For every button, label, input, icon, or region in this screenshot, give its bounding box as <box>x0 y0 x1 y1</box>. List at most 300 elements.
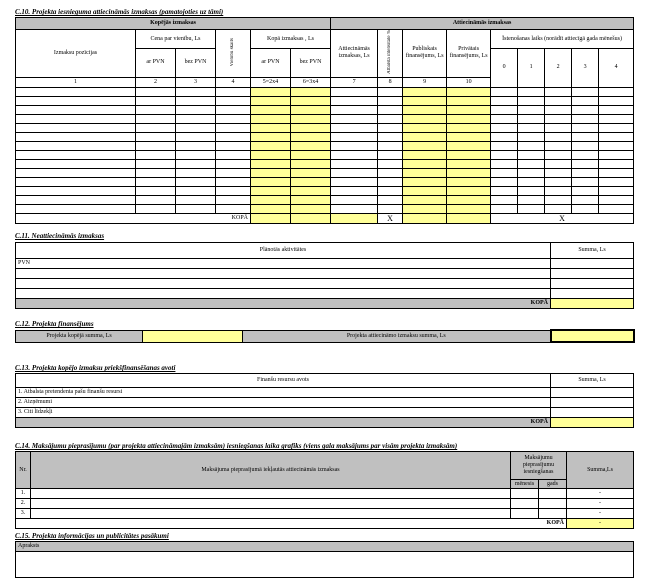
c10-data-cell[interactable] <box>378 141 403 150</box>
c10-data-cell[interactable] <box>136 141 176 150</box>
c14-col-month: mēnesis <box>511 480 539 489</box>
c10-data-cell[interactable] <box>251 159 291 168</box>
c10-data-cell[interactable] <box>572 105 599 114</box>
c10-data-cell[interactable] <box>572 168 599 177</box>
c10-col-total-without-vat: bez PVN <box>291 49 331 78</box>
c10-data-cell[interactable] <box>331 105 378 114</box>
c12-total-sum-value[interactable] <box>143 330 243 342</box>
c10-data-cell[interactable] <box>447 132 491 141</box>
c10-data-cell[interactable] <box>545 195 572 204</box>
c10-data-cell[interactable] <box>491 177 518 186</box>
c10-data-cell[interactable] <box>572 177 599 186</box>
c10-data-cell[interactable] <box>518 204 545 213</box>
c10-num-9: 9 <box>403 77 447 87</box>
c10-total-cell[interactable] <box>331 213 378 223</box>
c10-data-cell[interactable] <box>378 186 403 195</box>
c14-row-year[interactable] <box>539 509 567 519</box>
c10-data-cell[interactable] <box>403 105 447 114</box>
c10-data-cell[interactable] <box>599 168 634 177</box>
c15-description-field[interactable] <box>16 552 634 578</box>
c10-data-cell[interactable] <box>291 96 331 105</box>
c10-data-cell[interactable] <box>378 96 403 105</box>
c13-row-sum[interactable] <box>551 408 634 418</box>
c10-data-cell[interactable] <box>403 96 447 105</box>
c10-data-cell[interactable] <box>251 123 291 132</box>
c10-data-cell[interactable] <box>403 150 447 159</box>
c10-data-cell[interactable] <box>447 96 491 105</box>
c10-data-cell[interactable] <box>545 132 572 141</box>
c10-data-cell[interactable] <box>518 87 545 96</box>
c10-data-cell[interactable] <box>176 177 216 186</box>
c10-data-cell[interactable] <box>16 141 136 150</box>
c10-data-cell[interactable] <box>447 105 491 114</box>
c10-data-cell[interactable] <box>216 186 251 195</box>
c10-data-cell[interactable] <box>136 105 176 114</box>
c14-row-month[interactable] <box>511 489 539 499</box>
c10-data-cell[interactable] <box>518 195 545 204</box>
c10-data-cell[interactable] <box>16 168 136 177</box>
c10-data-cell[interactable] <box>378 87 403 96</box>
c10-data-cell[interactable] <box>545 141 572 150</box>
c11-row-sum[interactable] <box>551 269 634 279</box>
c13-row-sum[interactable] <box>551 388 634 398</box>
c10-data-cell[interactable] <box>251 114 291 123</box>
c10-data-cell[interactable] <box>545 87 572 96</box>
c10-data-cell[interactable] <box>599 96 634 105</box>
c10-data-cell[interactable] <box>291 168 331 177</box>
c10-data-cell[interactable] <box>176 96 216 105</box>
c10-num-8: 8 <box>378 77 403 87</box>
c10-data-cell[interactable] <box>251 186 291 195</box>
c11-row-sum[interactable] <box>551 259 634 269</box>
c10-col-total-with-vat: ar PVN <box>251 49 291 78</box>
c10-col-public: Publiskais finansējums, Ls <box>403 30 447 78</box>
c14-row-year[interactable] <box>539 489 567 499</box>
c12-title: C.12. Projekta finansējums <box>15 320 94 328</box>
c10-data-cell[interactable] <box>572 150 599 159</box>
c10-data-cell[interactable] <box>216 114 251 123</box>
c11-row-activity[interactable]: PVN <box>16 259 551 269</box>
c10-data-cell[interactable] <box>518 96 545 105</box>
c10-data-cell[interactable] <box>251 105 291 114</box>
c10-data-cell[interactable] <box>599 204 634 213</box>
c10-col-without-vat: bez PVN <box>176 49 216 78</box>
c14-row-month[interactable] <box>511 499 539 509</box>
c10-data-cell[interactable] <box>291 132 331 141</box>
c10-data-cell[interactable] <box>545 204 572 213</box>
c10-title: C.10. Projekta iesnieguma attiecināmās izmaksas (pamatojoties uz tāmi) <box>15 8 224 16</box>
c10-data-cell[interactable] <box>599 141 634 150</box>
c10-data-cell[interactable] <box>599 150 634 159</box>
c14-row-nr: 1. <box>16 489 31 499</box>
c14-row-sum[interactable]: - <box>567 499 634 509</box>
c11-col-activity: Plānotās aktivitātes <box>16 243 551 259</box>
c10-data-cell[interactable] <box>518 141 545 150</box>
c10-data-cell[interactable] <box>251 150 291 159</box>
c10-data-cell[interactable] <box>176 195 216 204</box>
c12-eligible-sum-value[interactable] <box>551 330 634 342</box>
c10-data-cell[interactable] <box>545 177 572 186</box>
c10-data-cell[interactable] <box>518 105 545 114</box>
c10-data-cell[interactable] <box>518 150 545 159</box>
c10-data-cell[interactable] <box>378 123 403 132</box>
c14-col-nr: Nr. <box>16 452 31 489</box>
c15-description-label: Apraksts <box>16 542 634 552</box>
c10-data-cell[interactable] <box>378 177 403 186</box>
c10-data-cell[interactable] <box>599 123 634 132</box>
c12-total-sum-label: Projekta kopējā summa, Ls <box>16 330 143 342</box>
c10-num-10: 10 <box>447 77 491 87</box>
c10-period-3: 3 <box>572 49 599 88</box>
c13-title: C.13. Projekta kopējo izmaksu priekšfinansēšanas avoti <box>15 364 176 372</box>
c10-data-cell[interactable] <box>291 105 331 114</box>
c11-total-label: KOPĀ <box>16 299 551 309</box>
c10-x-mark: X <box>378 213 403 223</box>
c10-data-cell[interactable] <box>447 141 491 150</box>
c10-data-cell[interactable] <box>291 87 331 96</box>
c10-data-cell[interactable] <box>331 177 378 186</box>
c10-data-cell[interactable] <box>251 141 291 150</box>
c10-data-cell[interactable] <box>136 114 176 123</box>
c10-data-cell[interactable] <box>599 114 634 123</box>
c10-data-cell[interactable] <box>251 204 291 213</box>
c10-data-cell[interactable] <box>572 186 599 195</box>
c10-data-cell[interactable] <box>403 168 447 177</box>
c10-data-cell[interactable] <box>251 87 291 96</box>
c10-data-cell[interactable] <box>16 114 136 123</box>
c10-data-cell[interactable] <box>491 159 518 168</box>
c10-data-cell[interactable] <box>518 159 545 168</box>
c10-data-cell[interactable] <box>491 195 518 204</box>
c10-data-cell[interactable] <box>216 150 251 159</box>
c10-data-cell[interactable] <box>378 132 403 141</box>
c11-row-sum[interactable] <box>551 289 634 299</box>
c10-data-cell[interactable] <box>176 168 216 177</box>
c10-data-cell[interactable] <box>447 123 491 132</box>
c10-data-cell[interactable] <box>136 123 176 132</box>
c10-data-cell[interactable] <box>572 204 599 213</box>
c10-data-cell[interactable] <box>545 123 572 132</box>
c14-row-sum[interactable]: - <box>567 509 634 519</box>
c13-table <box>15 373 634 428</box>
c14-row-costs[interactable] <box>31 509 511 519</box>
c10-group-eligible: Attiecināmās izmaksas <box>331 18 634 30</box>
c10-data-cell[interactable] <box>136 177 176 186</box>
c10-num-5: 5=2x4 <box>251 77 291 87</box>
c15-table <box>15 541 634 578</box>
c10-data-cell[interactable] <box>403 177 447 186</box>
c10-period-0: 0 <box>491 49 518 88</box>
c11-total-sum[interactable] <box>551 299 634 309</box>
c10-data-cell[interactable] <box>545 114 572 123</box>
c10-data-cell[interactable] <box>16 132 136 141</box>
c10-data-cell[interactable] <box>403 141 447 150</box>
c13-total-sum[interactable] <box>551 418 634 428</box>
c10-data-cell[interactable] <box>331 114 378 123</box>
c10-data-cell[interactable] <box>216 141 251 150</box>
c10-data-cell[interactable] <box>545 96 572 105</box>
c11-row-activity[interactable] <box>16 279 551 289</box>
c10-data-cell[interactable] <box>572 132 599 141</box>
c10-data-cell[interactable] <box>291 204 331 213</box>
c10-data-cell[interactable] <box>447 159 491 168</box>
c10-data-cell[interactable] <box>572 123 599 132</box>
c10-data-cell[interactable] <box>545 186 572 195</box>
c10-data-cell[interactable] <box>251 195 291 204</box>
c10-data-cell[interactable] <box>545 159 572 168</box>
c10-data-cell[interactable] <box>291 141 331 150</box>
c10-col-aid-intensity: Atbalsta intensitāte % <box>387 30 393 74</box>
c10-data-cell[interactable] <box>251 168 291 177</box>
c11-row-activity[interactable] <box>16 269 551 279</box>
c10-data-cell[interactable] <box>599 87 634 96</box>
c10-data-cell[interactable] <box>572 159 599 168</box>
c10-data-cell[interactable] <box>251 177 291 186</box>
c10-data-cell[interactable] <box>331 132 378 141</box>
c10-data-cell[interactable] <box>572 96 599 105</box>
c10-table <box>15 17 634 224</box>
c10-data-cell[interactable] <box>331 96 378 105</box>
c10-data-cell[interactable] <box>136 159 176 168</box>
c13-col-sum: Summa, Ls <box>551 374 634 388</box>
c10-data-cell[interactable] <box>491 150 518 159</box>
c10-data-cell[interactable] <box>16 177 136 186</box>
c11-table <box>15 242 634 309</box>
c10-data-cell[interactable] <box>136 132 176 141</box>
c10-data-cell[interactable] <box>291 186 331 195</box>
c10-data-cell[interactable] <box>491 186 518 195</box>
c10-data-cell[interactable] <box>378 204 403 213</box>
c10-data-cell[interactable] <box>176 204 216 213</box>
c10-data-cell[interactable] <box>403 195 447 204</box>
c10-data-cell[interactable] <box>331 168 378 177</box>
c10-data-cell[interactable] <box>447 114 491 123</box>
c10-data-cell[interactable] <box>251 96 291 105</box>
c10-data-cell[interactable] <box>545 105 572 114</box>
c10-data-cell[interactable] <box>216 195 251 204</box>
c10-data-cell[interactable] <box>518 114 545 123</box>
c10-data-cell[interactable] <box>216 204 251 213</box>
c10-data-cell[interactable] <box>176 141 216 150</box>
c10-col-units: Vienību skaits <box>230 37 235 67</box>
c14-col-sum: Summa,Ls <box>567 452 634 489</box>
c14-row-costs[interactable] <box>31 499 511 509</box>
c10-data-cell[interactable] <box>136 204 176 213</box>
c10-data-cell[interactable] <box>599 159 634 168</box>
c10-data-cell[interactable] <box>491 123 518 132</box>
c10-data-cell[interactable] <box>136 195 176 204</box>
c10-data-cell[interactable] <box>378 105 403 114</box>
c10-data-cell[interactable] <box>16 186 136 195</box>
c10-data-cell[interactable] <box>447 177 491 186</box>
c10-data-cell[interactable] <box>216 87 251 96</box>
c14-row-costs[interactable] <box>31 489 511 499</box>
c10-data-cell[interactable] <box>176 186 216 195</box>
c10-total-cell[interactable] <box>447 213 491 223</box>
c10-data-cell[interactable] <box>176 87 216 96</box>
c15-title: C.15. Projekta informācijas un publicitātes pasākumi <box>15 532 169 540</box>
c10-data-cell[interactable] <box>447 87 491 96</box>
c14-row-nr: 2. <box>16 499 31 509</box>
c10-data-cell[interactable] <box>518 168 545 177</box>
c10-group-total: Kopējās izmaksas <box>16 18 331 30</box>
c10-data-cell[interactable] <box>216 168 251 177</box>
c10-num-4: 4 <box>216 77 251 87</box>
c10-data-cell[interactable] <box>216 123 251 132</box>
c10-data-cell[interactable] <box>16 87 136 96</box>
c10-data-cell[interactable] <box>518 132 545 141</box>
c10-col-period: Īstenošanas laiks (norādīt attiecīgā gada mēnešus) <box>491 30 634 49</box>
c10-data-cell[interactable] <box>491 141 518 150</box>
c10-data-cell[interactable] <box>291 150 331 159</box>
c10-data-cell[interactable] <box>403 132 447 141</box>
c10-data-cell[interactable] <box>291 177 331 186</box>
c10-x-mark-period: X <box>491 213 634 223</box>
c10-data-cell[interactable] <box>331 141 378 150</box>
c10-col-with-vat: ar PVN <box>136 49 176 78</box>
c10-data-cell[interactable] <box>378 195 403 204</box>
c10-data-cell[interactable] <box>599 132 634 141</box>
c10-period-2: 2 <box>545 49 572 88</box>
c10-num-3: 3 <box>176 77 216 87</box>
c12-table <box>15 329 635 343</box>
c10-data-cell[interactable] <box>291 114 331 123</box>
c10-data-cell[interactable] <box>16 159 136 168</box>
c10-data-cell[interactable] <box>216 132 251 141</box>
c14-title: C.14. Maksājumu pieprasījumu (par projekta attiecināmajām izmaksām) iesniegšanas laika grafiks (viens gala maksājums par visām projekta izmaksām) <box>15 442 458 450</box>
c14-row-year[interactable] <box>539 499 567 509</box>
c10-total-cell[interactable] <box>291 213 331 223</box>
c10-total-cell[interactable] <box>403 213 447 223</box>
c10-data-cell[interactable] <box>491 204 518 213</box>
c10-data-cell[interactable] <box>16 150 136 159</box>
c10-data-cell[interactable] <box>331 186 378 195</box>
c10-data-cell[interactable] <box>331 159 378 168</box>
c10-data-cell[interactable] <box>447 168 491 177</box>
c10-data-cell[interactable] <box>176 105 216 114</box>
c10-col-eligible-cost: Attiecināmās izmaksas, Ls <box>331 30 378 78</box>
c10-col-private: Privātais finansējums, Ls <box>447 30 491 78</box>
c10-data-cell[interactable] <box>447 204 491 213</box>
c10-data-cell[interactable] <box>599 195 634 204</box>
c11-col-sum: Summa, Ls <box>551 243 634 259</box>
c10-data-cell[interactable] <box>136 168 176 177</box>
c10-data-cell[interactable] <box>16 195 136 204</box>
c10-data-cell[interactable] <box>176 150 216 159</box>
c10-col-unit-price: Cena par vienību, Ls <box>136 30 216 49</box>
c10-data-cell[interactable] <box>216 96 251 105</box>
c10-data-cell[interactable] <box>518 177 545 186</box>
c13-row-source: 3. Citi līdzekļi <box>16 408 551 418</box>
c10-data-cell[interactable] <box>176 114 216 123</box>
c10-data-cell[interactable] <box>491 96 518 105</box>
c10-data-cell[interactable] <box>378 114 403 123</box>
c10-data-cell[interactable] <box>136 186 176 195</box>
c10-data-cell[interactable] <box>572 195 599 204</box>
c10-data-cell[interactable] <box>378 168 403 177</box>
c10-data-cell[interactable] <box>572 114 599 123</box>
c13-total-label: KOPĀ <box>16 418 551 428</box>
c10-data-cell[interactable] <box>545 150 572 159</box>
c11-title: C.11. Neattiecināmās izmaksas <box>15 232 105 240</box>
c10-data-cell[interactable] <box>572 141 599 150</box>
c10-data-cell[interactable] <box>491 132 518 141</box>
c10-data-cell[interactable] <box>136 96 176 105</box>
c10-data-cell[interactable] <box>599 177 634 186</box>
c10-data-cell[interactable] <box>331 87 378 96</box>
c10-data-cell[interactable] <box>331 123 378 132</box>
c10-data-cell[interactable] <box>16 204 136 213</box>
c10-data-cell[interactable] <box>331 150 378 159</box>
c10-data-cell[interactable] <box>518 186 545 195</box>
c10-num-2: 2 <box>136 77 176 87</box>
c10-data-cell[interactable] <box>403 123 447 132</box>
c10-total-cell[interactable] <box>251 213 291 223</box>
c14-row-month[interactable] <box>511 509 539 519</box>
c10-data-cell[interactable] <box>216 177 251 186</box>
c10-num-7: 7 <box>331 77 378 87</box>
c10-data-cell[interactable] <box>331 195 378 204</box>
c10-data-cell[interactable] <box>378 150 403 159</box>
c13-row-sum[interactable] <box>551 398 634 408</box>
c10-data-cell[interactable] <box>291 195 331 204</box>
c10-data-cell[interactable] <box>447 195 491 204</box>
c10-data-cell[interactable] <box>403 159 447 168</box>
c13-col-source: Finanšu resursu avots <box>16 374 551 388</box>
c10-data-cell[interactable] <box>447 186 491 195</box>
c14-col-included: Maksājuma pieprasījumā iekļautās attiecināmās izmaksas <box>31 452 511 489</box>
c10-data-cell[interactable] <box>291 159 331 168</box>
c10-total-label: KOPĀ <box>16 213 251 223</box>
c10-data-cell[interactable] <box>176 132 216 141</box>
c10-data-cell[interactable] <box>599 105 634 114</box>
c11-row-activity[interactable] <box>16 289 551 299</box>
c10-data-cell[interactable] <box>216 159 251 168</box>
c11-row-sum[interactable] <box>551 279 634 289</box>
c10-data-cell[interactable] <box>331 204 378 213</box>
c10-data-cell[interactable] <box>16 105 136 114</box>
c10-data-cell[interactable] <box>16 123 136 132</box>
c10-data-cell[interactable] <box>136 150 176 159</box>
c10-data-cell[interactable] <box>251 132 291 141</box>
c10-data-cell[interactable] <box>403 87 447 96</box>
c10-data-cell[interactable] <box>491 87 518 96</box>
c10-data-cell[interactable] <box>572 87 599 96</box>
c10-data-cell[interactable] <box>491 105 518 114</box>
c13-row-source: 1. Atbalsta pretendenta pašu finanšu resursi <box>16 388 551 398</box>
c10-data-cell[interactable] <box>378 159 403 168</box>
c10-data-cell[interactable] <box>403 204 447 213</box>
c10-data-cell[interactable] <box>136 87 176 96</box>
c10-data-cell[interactable] <box>176 159 216 168</box>
c10-data-cell[interactable] <box>176 123 216 132</box>
c13-row-source: 2. Aizņēmumi <box>16 398 551 408</box>
c10-data-cell[interactable] <box>403 114 447 123</box>
c10-data-cell[interactable] <box>545 168 572 177</box>
c14-row-nr: 3. <box>16 509 31 519</box>
c10-data-cell[interactable] <box>491 114 518 123</box>
c10-data-cell[interactable] <box>16 96 136 105</box>
c10-data-cell[interactable] <box>291 123 331 132</box>
c10-data-cell[interactable] <box>491 168 518 177</box>
c10-data-cell[interactable] <box>216 105 251 114</box>
c10-data-cell[interactable] <box>403 186 447 195</box>
c10-data-cell[interactable] <box>447 150 491 159</box>
c10-data-cell[interactable] <box>599 186 634 195</box>
c10-data-cell[interactable] <box>518 123 545 132</box>
c14-row-sum[interactable]: - <box>567 489 634 499</box>
c14-total-sum[interactable]: - <box>567 519 634 529</box>
